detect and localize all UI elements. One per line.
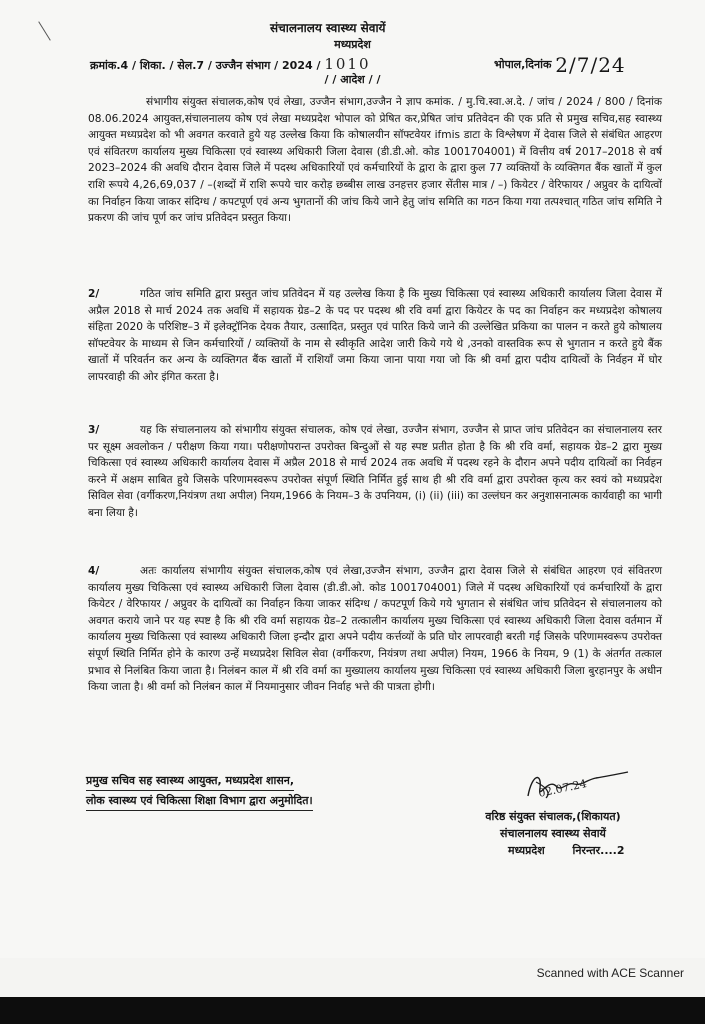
signatory-block (448, 808, 658, 859)
paragraph-2 (88, 286, 662, 386)
paragraph-4 (88, 563, 662, 696)
paragraph-text: गठित जांच समिति द्वारा प्रस्तुत जांच प्रतिवेदन में यह उल्लेख किया है कि मुख्य चिकित्सा एवं स्वास्थ्य अधिकारी कार्यालय जिला देवास में अप्रैल 2018 से मार्च 2024 तक अवधि में सहायक ग्रेड–2 के पद पर पदस्थ श्री रवि वर्मा द्वारा कियेटर के पद का निर्वाहन कर मध्यप्रदेश कोषालय संहिता 2020 के परिशिष्ट–3 में इलेक्ट्रॉनिक देयक तैयार, उत्सादित, प्रस्तुत एवं पारित किये जाने की उल्लेखित प्रकिया का पालन न करते हुये कोषालय सॉफ्टवेयर के माध्यम से जिन कर्मचारियों / व्यक्तियों के नाम से स्वीकृति आदेश जारी किये गये थे ,उनको वास्तविक रूप से भुगतान न करते हुये बैंक खातों में परिवर्तन कर अन्य के व्यक्तिगत बैंक खातों में राशियॉं जमा किया जाना पाया गया जो कि श्री वर्मा द्वारा पदीय दायित्वों के निर्वहन में घोर लापरवाही की ओर इंगित करता है। (88, 288, 662, 383)
paragraph-number: 2/ (88, 288, 100, 300)
scanner-watermark: Scanned with ACE Scanner (536, 966, 684, 980)
paragraph-1 (88, 94, 662, 227)
signature-date: 02.07.24 (537, 777, 588, 800)
paragraph-text: अतः कार्यालय संभागीय संयुक्त संचालक,कोष एवं लेखा,उज्जैन संभाग, उज्जैन द्वारा देवास जिले से संबंधित आहरण एवं संवितरण कार्यालय मुख्य चिकित्सा एवं स्वास्थ्य अधिकारी जिला देवास (डी.डी.ओ. कोड 1001704001) जिले में पदस्थ अधिकारियों एवं कर्मचारियों के द्वारा कियेटर / वेरिफायर / अप्रुवर के दायित्वों का निर्वाहन किया जाकर संदिग्ध / कपटपूर्ण किये गये भुगतान से संबंधित जांच प्रतिवेदन से संचालनालय को अवगत कराये जाने पर यह स्पष्ट है कि श्री रवि वर्मा सहायक ग्रेड–2 तत्कालीन कार्यालय मुख्य चिकित्सा एवं स्वास्थ्य अधिकारी जिला देवास वर्तमान में कार्यालय मुख्य चिकित्सा एवं स्वास्थ्य अधिकारी जिला इन्दौर द्वारा अपने पदीय कर्त्तव्यों के प्रति घोर लापरवाही बरती गई जिसके परिणामस्वरूप उपरोक्त संपूर्ण स्थिति निर्मित होने के कारण उन्हें मध्यप्रदेश सिविल सेवा (वर्गीकरण, नियंत्रण तथा अपील) नियम, 1966 के नियम, 9 (1) के अंतर्गत तत्काल प्रभाव से निलंबित किया जाता है। निलंबन काल में श्री रवि वर्मा का मुख्यालय कार्यालय मुख्य चिकित्सा एवं स्वास्थ्य अधिकारी जिला बुरहानपुर के अधीन किया जाता है। श्री वर्मा को निलंबन काल में नियमानुसार जीवन निर्वाह भत्ते की पात्रता होगी। (88, 565, 662, 694)
paragraph-text: यह कि संचालनालय को संभागीय संयुक्त संचालक, कोष एवं लेखा, उज्जैन संभाग, उज्जैन से प्राप्त जांच प्रतिवेदन का संचालनालय स्तर पर सूक्ष्म अवलोकन / परीक्षण किया गया। परीक्षणोपरान्त उपरोक्त बिन्दुओं से यह स्पष्ट प्रतीत होता है कि श्री रवि वर्मा, सहायक ग्रेड–2 द्वारा मुख्य चिकित्सा एवं स्वास्थ्य अधिकारी कार्यालय देवास में अप्रैल 2018 से मार्च 2024 तक अवधि में पदस्थ रहने के दौरान अपने पदीय दायित्वों का निर्वहन करने में अक्षम साबित हुये जिसके परिणामस्वरूप उपरोक्त संपूर्ण स्थिति निर्मित हुई साथ ही श्री रवि वर्मा द्वारा उपरोक्त कृत्य कर स्वयं को मध्यप्रदेश सिविल सेवा (वर्गीकरण,नियंत्रण तथा अपील) नियम,1966 के नियम–3 के उपनियम, (i) (ii) (iii) का उल्लंघन कर अनुशासनात्मक कार्यवाही का भागी बना लिया है। (88, 424, 663, 519)
approval-line-1: प्रमुख सचिव सह स्वास्थ्य आयुक्त, मध्यप्रदेश शासन, (86, 772, 294, 791)
paragraph-number: 3/ (88, 424, 100, 436)
signatory-designation: वरिष्ठ संयुक्त संचालक,(शिकायत) (485, 810, 621, 823)
state-subtitle: मध्यप्रदेश (334, 38, 371, 51)
approval-line-2: लोक स्वास्थ्य एवं चिकित्सा शिक्षा विभाग द्वारा अनुमोदित। (86, 792, 313, 811)
date-label: भोपाल,दिनांक (494, 58, 552, 71)
signatory-state: मध्यप्रदेश (508, 844, 545, 857)
reference-number (90, 55, 371, 73)
signatory-office: संचालनालय स्वास्थ्य सेवायें (500, 827, 606, 840)
department-title: संचालनालय स्वास्थ्य सेवायें (270, 21, 386, 35)
reference-handwritten-number: 1010 (324, 55, 371, 73)
continued-marker: निरन्तर....2 (572, 844, 625, 857)
paragraph-text: संभागीय संयुक्त संचालक,कोष एवं लेखा, उज्जैन संभाग,उज्जैन ने ज्ञाप कमांक. / मु.चि.स्वा.अ.दे. / जांच / 2024 / 800 / दिनांक 08.06.2024 आयुक्त,संचालनालय कोष एवं लेखा मध्यप्रदेश भोपाल को प्रेषित कर,प्रेषित जांच प्रतिवेदन की एक प्रति से प्रमुख सचिव,सह स्वास्थ्य आयुक्त मध्यप्रदेश को भी अवगत करवाते हुये यह उल्लेख किया कि कोषालयीन सॉफ्टवेयर ifmis डाटा के विश्लेषण में देवास जिले से संबंधित आहरण एवं संवितरण कार्यालय मुख्य चिकित्सा एवं स्वास्थ्य अधिकारी जिला देवास (डी.डी.ओ. कोड 1001704001) में वित्तीय वर्ष 2017–2018 से वर्ष 2023–2024 की अवधि दौरान देवास जिले में पदस्थ अधिकारियों एवं कर्मचारियों के द्वारा के द्वारा कुल 77 व्यक्तियों के व्यक्तिगत बैंक खातों में कुल राशि रूपये 4,26,69,037 / –(शब्दों में राशि रूपये चार करोड़ छब्बीस लाख उनहत्तर हजार सेंतीस मात्र / –) कियेटर / वेरिफायर / अप्रुवर के दायित्वों का निर्वाहन किया जाकर संदिग्ध / कपटपूर्ण एवं अन्य भुगतानों की जांच किये जाने हेतु जांच समिति का गठन किया गया तत्पश्चात् गठित जांच समिति ने प्रकरण की जांच पूर्ण कर जांच प्रतिवेदन प्रस्तुत किया। (88, 96, 662, 225)
reference-prefix: क्रमांक.4 / शिका. / सेल.7 / उज्जैन संभाग / 2024 / (90, 59, 321, 72)
signatory-state-line (448, 842, 658, 859)
paragraph-number: 4/ (88, 565, 100, 577)
paragraph-3 (88, 422, 662, 522)
order-title: / / आदेश / / (324, 73, 381, 86)
approval-note (86, 772, 313, 812)
date-handwritten: 2/7/24 (555, 53, 626, 77)
bottom-bar (0, 997, 705, 1024)
